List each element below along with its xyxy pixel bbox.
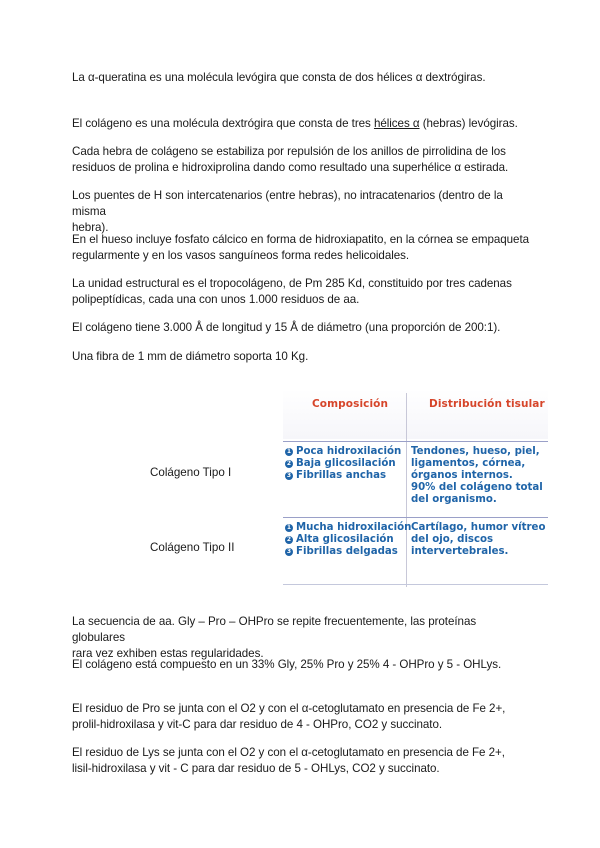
type-1-composition — [285, 446, 401, 482]
paragraph-tropocollagen — [72, 276, 532, 308]
paragraph-composition-percent: El colágeno está compuesto en un 33% Gly, 25% Pro y 25% 4 - OHPro y 5 - OHLys. — [72, 658, 502, 671]
row-divider — [283, 441, 548, 442]
type-1-distribution — [411, 446, 543, 506]
text-line: prolil-hidroxilasa y vit-C para dar residuo de 4 - OHPro, CO2 y succinato. — [72, 718, 443, 731]
composition-item: Alta glicosilación — [296, 534, 394, 545]
row-label-type-1: Colágeno Tipo I — [150, 466, 232, 479]
paragraph-proline-hydroxylation — [72, 701, 532, 733]
paragraph-fiber-strength: Una fibra de 1 mm de diámetro soporta 10 Kg. — [72, 350, 309, 363]
type-2-distribution — [411, 522, 545, 558]
table-header-band — [283, 389, 548, 439]
list-item — [285, 470, 401, 482]
paragraph-hydrogen-bonds — [72, 188, 532, 236]
text-line: En el hueso incluye fosfato cálcico en forma de hidroxiapatito, en la córnea se empaqueta — [72, 233, 530, 246]
row-divider — [283, 584, 548, 585]
composition-item: Poca hidroxilación — [296, 446, 402, 457]
distribution-line: del organismo. — [411, 494, 497, 505]
distribution-line: órganos internos. — [411, 470, 513, 481]
number-badge: 1 — [286, 448, 292, 455]
composition-item: Baja glicosilación — [296, 458, 396, 469]
text-line: polipeptídicas, cada una con unos 1.000 residuos de aa. — [72, 293, 360, 306]
paragraph-sequence — [72, 614, 532, 662]
paragraph-lysine-hydroxylation — [72, 745, 532, 777]
text-line: Cada hebra de colágeno se estabiliza por repulsión de los anillos de pirrolidina de los — [72, 145, 506, 158]
text-line: lisil-hidroxilasa y vit - C para dar residuo de 5 - OHLys, CO2 y succinato. — [72, 762, 440, 775]
paragraph-collagen-structure — [72, 116, 532, 132]
row-divider — [283, 517, 548, 518]
distribution-line: intervertebrales. — [411, 546, 509, 557]
text-line: La secuencia de aa. Gly – Pro – OHPro se repite frecuentemente, las proteínas globulares — [72, 615, 477, 644]
header-composition: Composición — [312, 398, 389, 410]
distribution-line: del ojo, discos — [411, 534, 494, 545]
alpha-helix-link[interactable]: hélices α — [373, 117, 420, 130]
text-line: El residuo de Pro se junta con el O2 y con el α-cetoglutamato en presencia de Fe 2+, — [72, 702, 506, 715]
paragraph-dimensions: El colágeno tiene 3.000 Å de longitud y 15 Å de diámetro (una proporción de 200:1). — [72, 321, 501, 334]
number-badge: 3 — [286, 472, 292, 479]
type-2-composition — [285, 522, 411, 558]
list-item — [285, 458, 401, 470]
text-segment: (hebras) levógiras. — [419, 117, 518, 130]
list-item — [285, 446, 401, 458]
number-badge: 2 — [286, 536, 292, 543]
text-line: regularmente y en los vasos sanguíneos forma redes helicoidales. — [72, 249, 410, 262]
composition-item: Fibrillas delgadas — [296, 546, 398, 557]
number-badge: 1 — [286, 524, 292, 531]
text-segment: El colágeno es una molécula dextrógira que consta de tres — [72, 117, 374, 130]
distribution-line: Tendones, hueso, piel, — [411, 446, 540, 457]
distribution-line: ligamentos, córnea, — [411, 458, 526, 469]
text-line: residuos de prolina e hidroxiprolina dando como resultado una superhélice α estirada. — [72, 161, 509, 174]
text-line: rara vez exhiben estas regularidades. — [72, 647, 264, 660]
paragraph-strand-stability — [72, 144, 532, 176]
distribution-line: 90% del colágeno total — [411, 482, 543, 493]
row-label-type-2: Colágeno Tipo II — [150, 541, 235, 554]
number-badge: 3 — [286, 548, 292, 555]
number-badge: 2 — [286, 460, 292, 467]
text-line: hebra). — [72, 221, 109, 234]
text-line: El residuo de Lys se junta con el O2 y con el α-cetoglutamato en presencia de Fe 2+, — [72, 746, 505, 759]
composition-item: Mucha hidroxilación — [296, 522, 412, 533]
text-line: La unidad estructural es el tropocolágeno, de Pm 285 Kd, constituido por tres cadenas — [72, 277, 512, 290]
paragraph-alpha-keratin: La α-queratina es una molécula levógira que consta de dos hélices α dextrógiras. — [72, 71, 486, 84]
composition-item: Fibrillas anchas — [296, 470, 387, 481]
list-item — [285, 546, 411, 558]
text-line: Los puentes de H son intercatenarios (entre hebras), no intracatenarios (dentro de la misma — [72, 189, 503, 218]
paragraph-bone-cornea — [72, 232, 532, 264]
collagen-types-table — [283, 389, 548, 589]
list-item — [285, 522, 411, 534]
list-item — [285, 534, 411, 546]
distribution-line: Cartílago, humor vítreo — [411, 522, 546, 533]
header-distribution: Distribución tisular — [429, 398, 545, 410]
